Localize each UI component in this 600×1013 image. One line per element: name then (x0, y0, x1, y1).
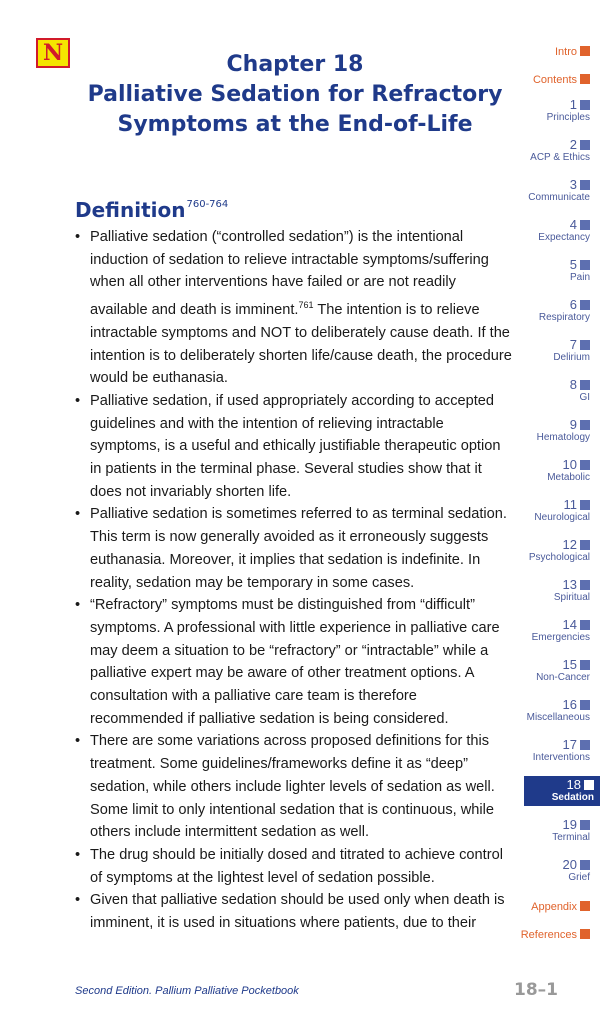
chapter-num: 9 (569, 417, 577, 432)
nav-square-icon (580, 260, 590, 270)
chapter-label: Sedation (551, 792, 594, 803)
chapter-num: 17 (562, 737, 577, 752)
nav-square-icon (580, 500, 590, 510)
nav-square-icon (580, 700, 590, 710)
section-references: 760-764 (186, 199, 229, 210)
pocketbook-logo[interactable] (36, 38, 70, 68)
bullet-text-continued: The intention is to relieve intractable symptoms and NOT to deliberately cause death. If the intention is to deliberately shorten life/cause death, the procedure would be euthanasia. (90, 302, 512, 387)
nav-square-icon (580, 929, 590, 939)
sidebar-item-chapter-14[interactable] (510, 618, 590, 644)
footer-edition: Second Edition. Pallium Palliative Pocketbook (75, 985, 299, 997)
chapter-label: Psychological (528, 552, 590, 563)
chapter-num: 8 (569, 377, 577, 392)
sidebar-item-chapter-16[interactable] (510, 698, 590, 724)
section-heading (75, 198, 228, 222)
sidebar-item-chapter-15[interactable] (510, 658, 590, 684)
sidebar-item-chapter-3[interactable] (510, 178, 590, 204)
chapter-label: ACP & Ethics (530, 152, 590, 163)
sidebar-item-label: Intro (554, 46, 577, 58)
nav-square-icon (580, 300, 590, 310)
nav-square-icon (580, 380, 590, 390)
sidebar-item-chapter-11[interactable] (510, 498, 590, 524)
nav-square-icon (584, 780, 594, 790)
sidebar-item-chapter-9[interactable] (510, 418, 590, 444)
sidebar-item-contents[interactable] (510, 73, 590, 87)
chapter-num: 13 (562, 577, 577, 592)
nav-square-icon (580, 901, 590, 911)
chapter-num: 1 (569, 97, 577, 112)
sidebar-item-label: Contents (532, 74, 577, 86)
nav-square-icon (580, 100, 590, 110)
bullet-item (75, 226, 513, 390)
sidebar-item-chapter-6[interactable] (510, 298, 590, 324)
chapter-num: 14 (562, 617, 577, 632)
nav-square-icon (580, 620, 590, 630)
bullet-item: • Palliative sedation is sometimes referred to as terminal sedation. This term is now generally avoided as it erroneously suggests euthanasia. Moreover, it implies that sedation is indefinite. In reality, sedation may be temporary in some cases. (75, 503, 513, 594)
logo-letter: N (42, 40, 64, 66)
chapter-label: Hematology (536, 432, 590, 443)
chapter-num: 12 (562, 537, 577, 552)
sidebar-item-chapter-7[interactable] (510, 338, 590, 364)
nav-square-icon (580, 46, 590, 56)
chapter-number: Chapter 18 (226, 52, 364, 77)
sidebar-item-chapter-1[interactable] (510, 98, 590, 124)
chapter-label: Spiritual (553, 592, 590, 603)
chapter-num: 7 (569, 337, 577, 352)
nav-square-icon (580, 580, 590, 590)
bullet-item: • Palliative sedation, if used appropriately according to accepted guidelines and with the intention of relieving intractable symptoms, is a useful and ethically justifiable therapeutic option in patients in the terminal phase. Several studies show that it does not invariably shorten life. (75, 390, 513, 504)
chapter-num: 20 (562, 857, 577, 872)
sidebar-item-chapter-4[interactable] (510, 218, 590, 244)
bullet-item: • The drug should be initially dosed and titrated to achieve control of symptoms at the lightest level of sedation possible. (75, 844, 513, 889)
sidebar-item-chapter-12[interactable] (510, 538, 590, 564)
nav-square-icon (580, 820, 590, 830)
bullet-item: • Given that palliative sedation should be used only when death is imminent, it is used in situations where patients, due to their (75, 889, 513, 934)
nav-square-icon (580, 180, 590, 190)
chapter-label: Interventions (532, 752, 590, 763)
chapter-label: Communicate (528, 192, 590, 203)
sidebar-item-chapter-13[interactable] (510, 578, 590, 604)
chapter-label: Terminal (552, 832, 590, 843)
chapter-num: 10 (562, 457, 577, 472)
nav-square-icon (580, 340, 590, 350)
chapter-label: Grief (568, 872, 590, 883)
chapter-label: Delirium (553, 352, 590, 363)
chapter-num: 15 (562, 657, 577, 672)
sidebar-item-chapter-18-active[interactable] (524, 776, 600, 806)
sidebar-item-chapter-5[interactable] (510, 258, 590, 284)
sidebar-item-chapter-19[interactable] (510, 818, 590, 844)
bullet-item: • There are some variations across proposed definitions for this treatment. Some guidelines/frameworks define it as “deep” sedation, while others include lighter levels of sedation as well. Some limit to only intentional sedation that is continuous, while others include intermittent sedation as well. (75, 730, 513, 844)
bullet-list (75, 226, 513, 935)
nav-square-icon (580, 460, 590, 470)
chapter-label: Principles (546, 112, 590, 123)
chapter-num: 3 (569, 177, 577, 192)
nav-square-icon (580, 420, 590, 430)
chapter-label: Emergencies (531, 632, 590, 643)
chapter-num: 18 (566, 777, 581, 792)
nav-square-icon (580, 860, 590, 870)
bullet-reference: 761 (298, 300, 314, 311)
nav-square-icon (580, 220, 590, 230)
sidebar-item-appendix[interactable] (510, 900, 590, 914)
nav-square-icon (580, 74, 590, 84)
chapter-label: Pain (569, 272, 590, 283)
footer-page-number: 18–1 (514, 980, 558, 1000)
chapter-num: 6 (569, 297, 577, 312)
nav-square-icon (580, 140, 590, 150)
chapter-label: GI (579, 392, 590, 403)
nav-square-icon (580, 540, 590, 550)
chapter-label: Neurological (534, 512, 590, 523)
sidebar-item-label: Appendix (531, 901, 577, 913)
chapter-label: Respiratory (538, 312, 590, 323)
nav-square-icon (580, 740, 590, 750)
chapter-title-line-2: Symptoms at the End-of-Life (117, 112, 473, 137)
chapter-num: 4 (569, 217, 577, 232)
page-title (70, 50, 520, 140)
sidebar-item-chapter-17[interactable] (510, 738, 590, 764)
nav-square-icon (580, 660, 590, 670)
sidebar-item-references[interactable] (510, 928, 590, 942)
sidebar-item-chapter-10[interactable] (510, 458, 590, 484)
chapter-num: 11 (563, 497, 577, 512)
bullet-item: • “Refractory” symptoms must be distinguished from “difficult” symptoms. A professional with little experience in palliative care may deem a situation to be “refractory” or “intractable” while a palliative expert may be aware of other treatment options. A consultation with a palliative care team is therefore recommended if palliative sedation is being considered. (75, 594, 513, 730)
chapter-num: 19 (562, 817, 577, 832)
bullet-text: Palliative sedation (“controlled sedation”) is the intentional induction of sedation to relieve intractable symptoms/suffering when all other interventions have failed or are not readily available and death is imminent. (90, 229, 489, 319)
chapter-label: Expectancy (538, 232, 590, 243)
sidebar-item-intro[interactable] (510, 45, 590, 59)
body-content (75, 226, 513, 935)
sidebar-item-label: References (520, 929, 577, 941)
chapter-label: Non-Cancer (536, 672, 590, 683)
chapter-label: Miscellaneous (526, 712, 590, 723)
chapter-num: 16 (562, 697, 577, 712)
chapter-num: 5 (569, 257, 577, 272)
chapter-label: Metabolic (547, 472, 590, 483)
section-heading-text: Definition (75, 198, 186, 222)
sidebar-item-chapter-2[interactable] (510, 138, 590, 164)
chapter-title-line-1: Palliative Sedation for Refractory (87, 82, 503, 107)
sidebar-item-chapter-8[interactable] (510, 378, 590, 404)
sidebar-item-chapter-20[interactable] (510, 858, 590, 884)
chapter-num: 2 (569, 137, 577, 152)
